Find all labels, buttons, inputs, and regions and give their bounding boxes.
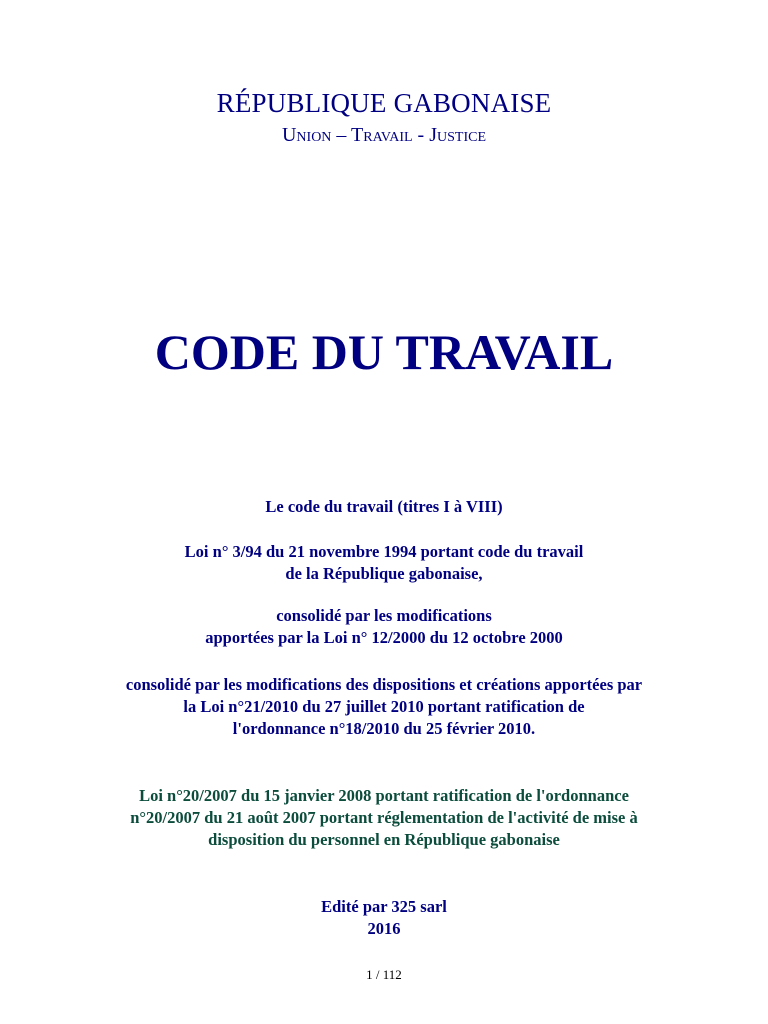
law-2007-line: Loi n°20/2007 du 15 janvier 2008 portant ratification de l'ordonnance (139, 786, 629, 805)
law-2007-line: disposition du personnel en République gabonaise (208, 830, 560, 849)
scope-line: Le code du travail (titres I à VIII) (265, 497, 503, 516)
consolidation-2010-line: la Loi n°21/2010 du 27 juillet 2010 portant ratification de (183, 697, 585, 716)
publication-year: 2016 (367, 919, 401, 938)
law-1994-line: Loi n° 3/94 du 21 novembre 1994 portant code du travail (184, 542, 584, 561)
consolidation-2000-line: apportées par la Loi n° 12/2000 du 12 octobre 2000 (205, 628, 563, 647)
page-number: 1 / 112 (366, 967, 402, 982)
consolidation-2010-paragraph (0, 674, 768, 740)
law-2007-paragraph (0, 785, 768, 851)
consolidation-2000-line: consolidé par les modifications (276, 606, 492, 625)
law-2007-line: n°20/2007 du 21 août 2007 portant réglementation de l'activité de mise à (130, 808, 638, 827)
publisher-paragraph (0, 896, 768, 940)
document-title: CODE DU TRAVAIL (154, 324, 614, 380)
country-name: RÉPUBLIQUE GABONAISE (216, 88, 552, 118)
consolidation-2000-paragraph (0, 605, 768, 649)
scope-paragraph (0, 496, 768, 518)
publisher-name: Edité par 325 sarl (321, 897, 447, 916)
law-1994-paragraph (0, 541, 768, 585)
national-motto: Union – Travail - Justice (281, 124, 486, 146)
consolidation-2010-line: consolidé par les modifications des dispositions et créations apportées par (125, 675, 643, 694)
consolidation-2010-line: l'ordonnance n°18/2010 du 25 février 2010. (232, 719, 536, 738)
law-1994-line: de la République gabonaise, (285, 564, 483, 583)
